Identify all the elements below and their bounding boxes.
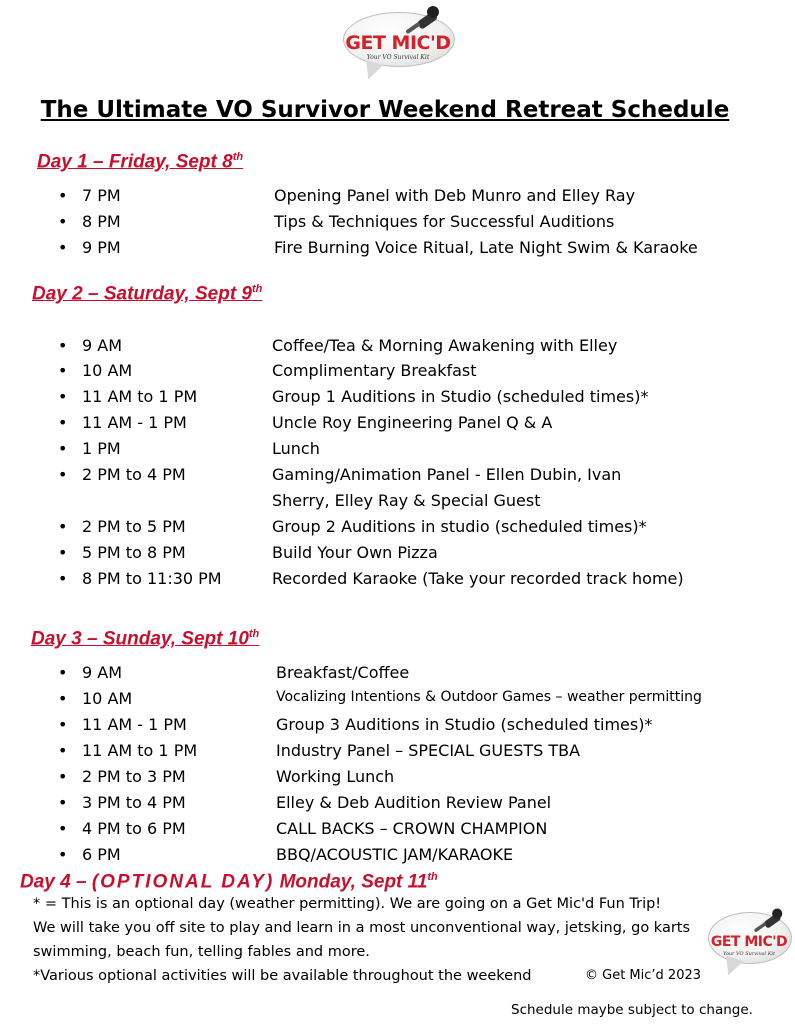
note-line-2: We will take you off site to play and learn in a most unconventional way, jetsking, go karts (33, 920, 691, 936)
item-time: 6 PM (82, 845, 121, 864)
bullet: • (58, 212, 68, 231)
day-1-heading: Day 1 – Friday, Sept 8th (37, 151, 244, 173)
note-line-1: * = This is an optional day (weather permitting). We are going on a Get Mic'd Fun Trip! (33, 896, 662, 912)
schedule-item (58, 186, 788, 212)
item-activity: Working Lunch (276, 767, 395, 786)
note-line-3: swimming, beach fun, telling fables and more. (33, 944, 370, 960)
schedule-item (58, 819, 788, 845)
item-time: 5 PM to 8 PM (82, 543, 186, 562)
bullet: • (58, 465, 68, 484)
schedule-item (58, 517, 788, 543)
bullet: • (58, 689, 68, 708)
item-time: 1 PM (82, 439, 121, 458)
item-time: 8 PM (82, 212, 121, 231)
day-2-heading: Day 2 – Saturday, Sept 9th (32, 283, 263, 305)
item-activity: Uncle Roy Engineering Panel Q & A (272, 413, 553, 432)
optional-day-label: (OPTIONAL DAY) (91, 871, 275, 893)
bullet: • (58, 413, 68, 432)
bullet: • (58, 336, 68, 355)
bullet: • (58, 186, 68, 205)
item-time: 7 PM (82, 186, 121, 205)
item-time: 11 AM to 1 PM (82, 741, 198, 760)
bullet: • (58, 238, 68, 257)
schedule-item (58, 741, 788, 767)
schedule-item (58, 767, 788, 793)
schedule-item (58, 361, 788, 387)
schedule-item (58, 336, 788, 362)
item-activity: CALL BACKS – CROWN CHAMPION (276, 819, 548, 838)
bullet: • (58, 741, 68, 760)
item-time: 9 AM (82, 336, 123, 355)
item-activity: Group 3 Auditions in Studio (scheduled times)* (276, 715, 653, 734)
schedule-item (58, 569, 788, 595)
item-activity: Tips & Techniques for Successful Auditions (274, 212, 615, 231)
logo-tagline: Your VO Survival Kit (366, 54, 430, 61)
item-activity: BBQ/ACOUSTIC JAM/KARAOKE (276, 845, 514, 864)
schedule-item (58, 689, 788, 715)
logo-top (343, 12, 453, 80)
schedule-item (58, 845, 788, 871)
item-activity: Group 1 Auditions in Studio (scheduled times)* (272, 387, 649, 406)
speech-bubble-tail (720, 956, 743, 979)
copyright: © Get Mic’d 2023 (585, 968, 702, 983)
item-activity: Breakfast/Coffee (276, 663, 410, 682)
item-time: 10 AM (82, 361, 133, 380)
day-4-heading: Day 4 – (OPTIONAL DAY) Monday, Sept 11th (20, 871, 438, 893)
note-line-4: *Various optional activities will be available throughout the weekend (33, 968, 532, 984)
schedule-item (58, 413, 788, 439)
item-activity: Fire Burning Voice Ritual, Late Night Swim & Karaoke (274, 238, 698, 257)
schedule-item (58, 663, 788, 689)
bullet: • (58, 845, 68, 864)
bullet: • (58, 819, 68, 838)
logo-brand-text: GET MIC'D (710, 934, 788, 950)
item-activity: Vocalizing Intentions & Outdoor Games – weather permitting (276, 689, 702, 705)
item-activity: Gaming/Animation Panel - Ellen Dubin, Ivan (272, 465, 622, 484)
item-activity: Complimentary Breakfast (272, 361, 477, 380)
item-time: 3 PM to 4 PM (82, 793, 186, 812)
bullet: • (58, 387, 68, 406)
logo-bottom (708, 912, 790, 976)
item-activity: Lunch (272, 439, 320, 458)
bullet: • (58, 569, 68, 588)
bullet: • (58, 439, 68, 458)
item-time: 2 PM to 5 PM (82, 517, 186, 536)
item-time: 11 AM - 1 PM (82, 715, 187, 734)
item-time: 4 PM to 6 PM (82, 819, 186, 838)
bullet: • (58, 793, 68, 812)
bullet: • (58, 663, 68, 682)
item-activity: Industry Panel – SPECIAL GUESTS TBA (276, 741, 581, 760)
item-activity: Elley & Deb Audition Review Panel (276, 793, 552, 812)
item-activity: Build Your Own Pizza (272, 543, 438, 562)
logo-brand-text: GET MIC'D (345, 32, 451, 54)
item-time: 2 PM to 3 PM (82, 767, 186, 786)
item-activity-continued: Sherry, Elley Ray & Special Guest (272, 491, 541, 510)
bullet: • (58, 715, 68, 734)
schedule-item (58, 212, 788, 238)
schedule-item (58, 793, 788, 819)
logo-tagline: Your VO Survival Kit (722, 951, 776, 957)
bullet: • (58, 767, 68, 786)
item-activity: Group 2 Auditions in studio (scheduled times)* (272, 517, 647, 536)
schedule-item (58, 439, 788, 465)
item-time: 11 AM - 1 PM (82, 413, 187, 432)
schedule-item (58, 387, 788, 413)
schedule-item (58, 543, 788, 569)
bullet: • (58, 543, 68, 562)
item-activity: Coffee/Tea & Morning Awakening with Elley (272, 336, 618, 355)
item-time: 2 PM to 4 PM (82, 465, 186, 484)
item-time: 9 AM (82, 663, 123, 682)
item-activity: Recorded Karaoke (Take your recorded track home) (272, 569, 684, 588)
day-3-heading: Day 3 – Sunday, Sept 10th (31, 628, 260, 650)
bullet: • (58, 517, 68, 536)
schedule-item (58, 715, 788, 741)
schedule-item (58, 238, 788, 264)
item-time: 8 PM to 11:30 PM (82, 569, 222, 588)
bullet: • (58, 361, 68, 380)
item-time: 10 AM (82, 689, 133, 708)
schedule-disclaimer: Schedule maybe subject to change. (511, 1002, 753, 1018)
item-activity: Opening Panel with Deb Munro and Elley Ray (274, 186, 636, 205)
schedule-item (58, 465, 788, 510)
item-time: 11 AM to 1 PM (82, 387, 198, 406)
page-title: The Ultimate VO Survivor Weekend Retreat Schedule (40, 97, 730, 123)
item-time: 9 PM (82, 238, 121, 257)
